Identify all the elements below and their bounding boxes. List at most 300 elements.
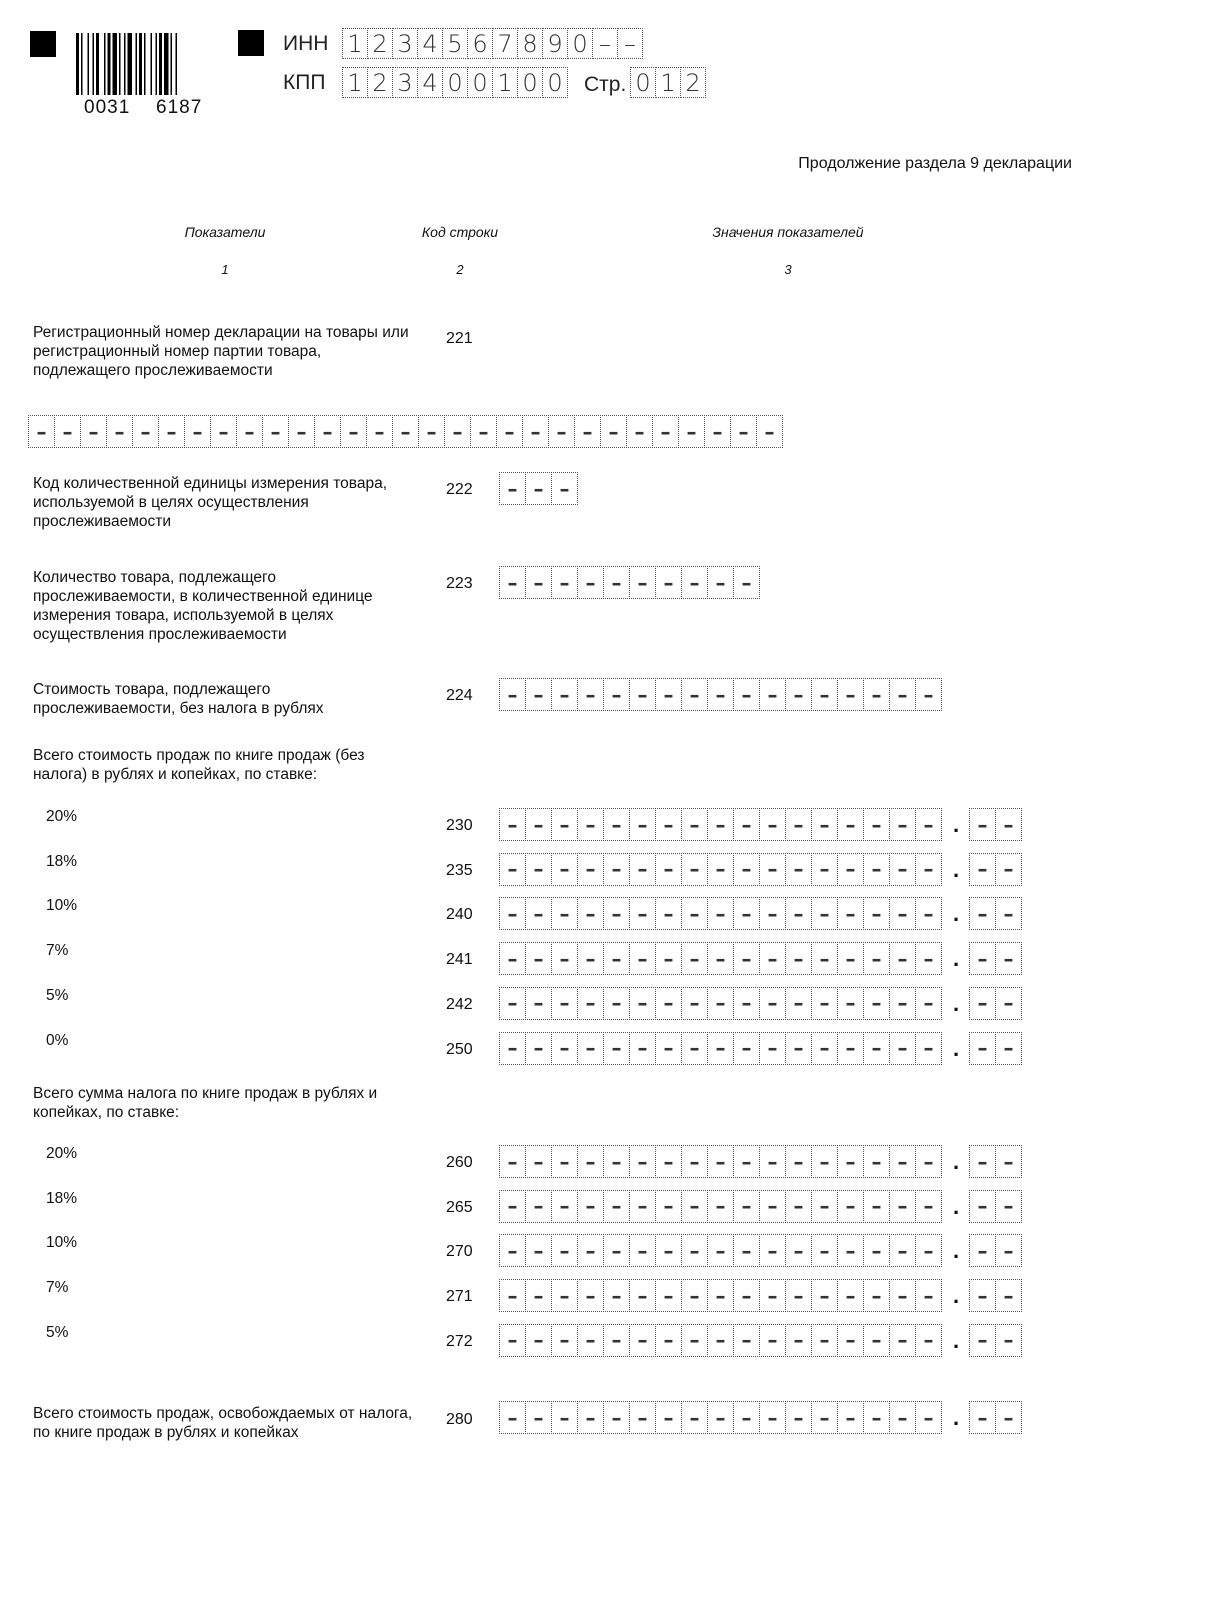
- tax-kopecks-input[interactable]: [969, 1145, 1022, 1178]
- tax-rubles-cell[interactable]: –: [863, 1190, 890, 1223]
- sales-rubles-cell[interactable]: –: [733, 808, 760, 841]
- row-223-cell[interactable]: –: [681, 566, 708, 599]
- tax-rubles-cell[interactable]: –: [759, 1145, 786, 1178]
- tax-rubles-cell[interactable]: –: [551, 1234, 578, 1267]
- tax-rubles-cell[interactable]: –: [889, 1145, 916, 1178]
- tax-rubles-cell[interactable]: –: [915, 1190, 942, 1223]
- row-280-kopecks-cell[interactable]: –: [969, 1401, 996, 1434]
- sales-rubles-cell[interactable]: –: [499, 808, 526, 841]
- row-221-cell[interactable]: –: [678, 415, 705, 448]
- sales-rubles-cell[interactable]: –: [655, 808, 682, 841]
- tax-kopecks-cell[interactable]: –: [969, 1190, 996, 1223]
- sales-rubles-cell[interactable]: –: [525, 808, 552, 841]
- sales-kopecks-input[interactable]: [969, 808, 1022, 841]
- row-223-cell[interactable]: –: [629, 566, 656, 599]
- tax-rubles-cell[interactable]: –: [733, 1145, 760, 1178]
- row-224-cell[interactable]: –: [525, 678, 552, 711]
- sales-rubles-cell[interactable]: –: [525, 897, 552, 930]
- tax-rubles-cell[interactable]: –: [655, 1145, 682, 1178]
- tax-rubles-cell[interactable]: –: [577, 1190, 604, 1223]
- tax-rubles-cell[interactable]: –: [863, 1234, 890, 1267]
- sales-kopecks-cell[interactable]: –: [969, 853, 996, 886]
- tax-rubles-cell[interactable]: –: [889, 1234, 916, 1267]
- inn-cell[interactable]: 9: [542, 28, 568, 59]
- sales-rubles-cell[interactable]: –: [707, 987, 734, 1020]
- sales-rubles-cell[interactable]: –: [681, 897, 708, 930]
- row-221-cell[interactable]: –: [132, 415, 159, 448]
- tax-rubles-cell[interactable]: –: [837, 1234, 864, 1267]
- row-222-input[interactable]: [499, 472, 578, 505]
- page-number-cell[interactable]: 0: [630, 67, 656, 98]
- inn-cell[interactable]: 8: [517, 28, 543, 59]
- sales-rubles-cell[interactable]: –: [525, 853, 552, 886]
- sales-kopecks-cell[interactable]: –: [969, 897, 996, 930]
- tax-kopecks-cell[interactable]: –: [995, 1324, 1022, 1357]
- row-224-cell[interactable]: –: [629, 678, 656, 711]
- row-221-cell[interactable]: –: [522, 415, 549, 448]
- sales-rubles-cell[interactable]: –: [733, 897, 760, 930]
- sales-rubles-cell[interactable]: –: [863, 1032, 890, 1065]
- tax-rubles-cell[interactable]: –: [759, 1279, 786, 1312]
- sales-rubles-cell[interactable]: –: [681, 853, 708, 886]
- row-224-cell[interactable]: –: [551, 678, 578, 711]
- row-221-cell[interactable]: –: [366, 415, 393, 448]
- tax-rubles-cell[interactable]: –: [551, 1324, 578, 1357]
- tax-rubles-cell[interactable]: –: [733, 1234, 760, 1267]
- sales-rubles-cell[interactable]: –: [629, 1032, 656, 1065]
- tax-kopecks-cell[interactable]: –: [995, 1145, 1022, 1178]
- tax-rubles-cell[interactable]: –: [811, 1145, 838, 1178]
- page-number-cell[interactable]: 2: [680, 67, 706, 98]
- sales-kopecks-cell[interactable]: –: [995, 897, 1022, 930]
- row-224-cell[interactable]: –: [499, 678, 526, 711]
- tax-rubles-cell[interactable]: –: [525, 1324, 552, 1357]
- sales-rubles-cell[interactable]: –: [889, 942, 916, 975]
- tax-rubles-input[interactable]: [499, 1324, 942, 1357]
- sales-rubles-cell[interactable]: –: [915, 897, 942, 930]
- tax-rubles-cell[interactable]: –: [785, 1324, 812, 1357]
- tax-rubles-cell[interactable]: –: [837, 1145, 864, 1178]
- row-224-cell[interactable]: –: [889, 678, 916, 711]
- inn-cell[interactable]: 2: [367, 28, 393, 59]
- sales-rubles-cell[interactable]: –: [863, 897, 890, 930]
- tax-rubles-cell[interactable]: –: [863, 1279, 890, 1312]
- sales-rubles-cell[interactable]: –: [499, 853, 526, 886]
- row-222-cell[interactable]: –: [551, 472, 578, 505]
- tax-rubles-cell[interactable]: –: [603, 1190, 630, 1223]
- tax-rubles-cell[interactable]: –: [655, 1279, 682, 1312]
- sales-rubles-cell[interactable]: –: [863, 942, 890, 975]
- tax-rubles-cell[interactable]: –: [707, 1279, 734, 1312]
- sales-rubles-cell[interactable]: –: [837, 897, 864, 930]
- row-221-cell[interactable]: –: [54, 415, 81, 448]
- tax-rubles-cell[interactable]: –: [499, 1234, 526, 1267]
- sales-rubles-cell[interactable]: –: [733, 942, 760, 975]
- row-221-cell[interactable]: –: [652, 415, 679, 448]
- sales-rubles-cell[interactable]: –: [603, 987, 630, 1020]
- sales-rubles-cell[interactable]: –: [759, 1032, 786, 1065]
- sales-rubles-cell[interactable]: –: [577, 942, 604, 975]
- tax-rubles-cell[interactable]: –: [681, 1145, 708, 1178]
- sales-rubles-cell[interactable]: –: [577, 808, 604, 841]
- tax-rubles-cell[interactable]: –: [603, 1279, 630, 1312]
- sales-rubles-cell[interactable]: –: [889, 808, 916, 841]
- row-221-cell[interactable]: –: [106, 415, 133, 448]
- sales-rubles-cell[interactable]: –: [785, 987, 812, 1020]
- row-280-kopecks-cell[interactable]: –: [995, 1401, 1022, 1434]
- sales-rubles-cell[interactable]: –: [785, 1032, 812, 1065]
- tax-rubles-cell[interactable]: –: [759, 1234, 786, 1267]
- sales-rubles-cell[interactable]: –: [811, 808, 838, 841]
- tax-rubles-cell[interactable]: –: [551, 1145, 578, 1178]
- sales-rubles-cell[interactable]: –: [655, 853, 682, 886]
- sales-rubles-input[interactable]: [499, 897, 942, 930]
- row-223-cell[interactable]: –: [499, 566, 526, 599]
- tax-rubles-input[interactable]: [499, 1145, 942, 1178]
- row-224-cell[interactable]: –: [603, 678, 630, 711]
- tax-kopecks-input[interactable]: [969, 1324, 1022, 1357]
- tax-rubles-cell[interactable]: –: [681, 1190, 708, 1223]
- sales-rubles-cell[interactable]: –: [603, 808, 630, 841]
- row-280-rubles-cell[interactable]: –: [681, 1401, 708, 1434]
- row-280-rubles-cell[interactable]: –: [603, 1401, 630, 1434]
- row-221-cell[interactable]: –: [80, 415, 107, 448]
- tax-rubles-cell[interactable]: –: [889, 1190, 916, 1223]
- row-280-rubles-cell[interactable]: –: [629, 1401, 656, 1434]
- tax-rubles-cell[interactable]: –: [681, 1234, 708, 1267]
- tax-rubles-cell[interactable]: –: [733, 1324, 760, 1357]
- sales-rubles-cell[interactable]: –: [889, 853, 916, 886]
- sales-rubles-input[interactable]: [499, 942, 942, 975]
- sales-rubles-cell[interactable]: –: [603, 853, 630, 886]
- row-224-cell[interactable]: –: [785, 678, 812, 711]
- row-280-rubles-cell[interactable]: –: [785, 1401, 812, 1434]
- tax-rubles-cell[interactable]: –: [603, 1145, 630, 1178]
- row-223-cell[interactable]: –: [707, 566, 734, 599]
- tax-rubles-cell[interactable]: –: [577, 1145, 604, 1178]
- tax-kopecks-input[interactable]: [969, 1279, 1022, 1312]
- sales-rubles-cell[interactable]: –: [551, 808, 578, 841]
- inn-cell[interactable]: 3: [392, 28, 418, 59]
- row-224-input[interactable]: [499, 678, 942, 711]
- sales-rubles-cell[interactable]: –: [629, 808, 656, 841]
- tax-rubles-cell[interactable]: –: [655, 1234, 682, 1267]
- row-224-cell[interactable]: –: [577, 678, 604, 711]
- row-222-cell[interactable]: –: [525, 472, 552, 505]
- tax-rubles-cell[interactable]: –: [551, 1190, 578, 1223]
- sales-rubles-cell[interactable]: –: [681, 987, 708, 1020]
- sales-rubles-cell[interactable]: –: [577, 1032, 604, 1065]
- sales-kopecks-cell[interactable]: –: [969, 987, 996, 1020]
- sales-kopecks-input[interactable]: [969, 853, 1022, 886]
- sales-kopecks-cell[interactable]: –: [995, 942, 1022, 975]
- tax-rubles-cell[interactable]: –: [681, 1279, 708, 1312]
- tax-rubles-cell[interactable]: –: [629, 1324, 656, 1357]
- row-221-cell[interactable]: –: [756, 415, 783, 448]
- kpp-cell[interactable]: 0: [542, 67, 568, 98]
- row-224-cell[interactable]: –: [655, 678, 682, 711]
- tax-rubles-cell[interactable]: –: [863, 1324, 890, 1357]
- tax-rubles-cell[interactable]: –: [629, 1190, 656, 1223]
- sales-rubles-cell[interactable]: –: [707, 853, 734, 886]
- row-224-cell[interactable]: –: [811, 678, 838, 711]
- tax-rubles-cell[interactable]: –: [525, 1190, 552, 1223]
- tax-rubles-cell[interactable]: –: [811, 1190, 838, 1223]
- tax-rubles-cell[interactable]: –: [707, 1190, 734, 1223]
- tax-kopecks-cell[interactable]: –: [995, 1190, 1022, 1223]
- tax-rubles-cell[interactable]: –: [837, 1190, 864, 1223]
- tax-rubles-cell[interactable]: –: [629, 1145, 656, 1178]
- sales-rubles-cell[interactable]: –: [551, 897, 578, 930]
- inn-cell[interactable]: 5: [442, 28, 468, 59]
- row-224-cell[interactable]: –: [863, 678, 890, 711]
- tax-rubles-input[interactable]: [499, 1190, 942, 1223]
- tax-rubles-cell[interactable]: –: [915, 1324, 942, 1357]
- row-280-rubles-input[interactable]: [499, 1401, 942, 1434]
- sales-rubles-cell[interactable]: –: [629, 942, 656, 975]
- row-221-cell[interactable]: –: [392, 415, 419, 448]
- tax-rubles-cell[interactable]: –: [499, 1145, 526, 1178]
- tax-rubles-cell[interactable]: –: [655, 1324, 682, 1357]
- sales-rubles-cell[interactable]: –: [915, 1032, 942, 1065]
- kpp-cell[interactable]: 1: [342, 67, 368, 98]
- row-280-rubles-cell[interactable]: –: [863, 1401, 890, 1434]
- sales-rubles-cell[interactable]: –: [551, 853, 578, 886]
- tax-rubles-cell[interactable]: –: [811, 1324, 838, 1357]
- tax-rubles-cell[interactable]: –: [915, 1279, 942, 1312]
- sales-rubles-input[interactable]: [499, 1032, 942, 1065]
- row-221-cell[interactable]: –: [236, 415, 263, 448]
- sales-rubles-cell[interactable]: –: [577, 987, 604, 1020]
- tax-kopecks-cell[interactable]: –: [969, 1234, 996, 1267]
- tax-kopecks-cell[interactable]: –: [969, 1145, 996, 1178]
- row-221-cell[interactable]: –: [626, 415, 653, 448]
- tax-rubles-cell[interactable]: –: [499, 1324, 526, 1357]
- sales-rubles-cell[interactable]: –: [837, 942, 864, 975]
- row-223-cell[interactable]: –: [603, 566, 630, 599]
- tax-rubles-cell[interactable]: –: [707, 1234, 734, 1267]
- tax-rubles-cell[interactable]: –: [681, 1324, 708, 1357]
- sales-rubles-cell[interactable]: –: [863, 808, 890, 841]
- tax-rubles-cell[interactable]: –: [629, 1234, 656, 1267]
- tax-rubles-cell[interactable]: –: [655, 1190, 682, 1223]
- row-280-rubles-cell[interactable]: –: [525, 1401, 552, 1434]
- tax-rubles-cell[interactable]: –: [889, 1279, 916, 1312]
- kpp-cell[interactable]: 4: [417, 67, 443, 98]
- row-221-cell[interactable]: –: [28, 415, 55, 448]
- sales-rubles-cell[interactable]: –: [837, 1032, 864, 1065]
- tax-rubles-cell[interactable]: –: [525, 1145, 552, 1178]
- sales-rubles-cell[interactable]: –: [655, 897, 682, 930]
- row-280-rubles-cell[interactable]: –: [889, 1401, 916, 1434]
- inn-cell[interactable]: –: [617, 28, 643, 59]
- row-224-cell[interactable]: –: [733, 678, 760, 711]
- sales-rubles-cell[interactable]: –: [759, 808, 786, 841]
- sales-rubles-cell[interactable]: –: [759, 853, 786, 886]
- row-280-rubles-cell[interactable]: –: [551, 1401, 578, 1434]
- sales-rubles-cell[interactable]: –: [681, 1032, 708, 1065]
- tax-rubles-cell[interactable]: –: [915, 1145, 942, 1178]
- tax-kopecks-cell[interactable]: –: [995, 1279, 1022, 1312]
- sales-kopecks-cell[interactable]: –: [969, 1032, 996, 1065]
- row-280-kopecks-input[interactable]: [969, 1401, 1022, 1434]
- kpp-cell[interactable]: 0: [517, 67, 543, 98]
- row-223-cell[interactable]: –: [577, 566, 604, 599]
- kpp-cell[interactable]: 0: [442, 67, 468, 98]
- tax-rubles-cell[interactable]: –: [733, 1279, 760, 1312]
- row-221-cell[interactable]: –: [730, 415, 757, 448]
- tax-rubles-cell[interactable]: –: [733, 1190, 760, 1223]
- sales-rubles-cell[interactable]: –: [655, 1032, 682, 1065]
- row-224-cell[interactable]: –: [837, 678, 864, 711]
- sales-kopecks-input[interactable]: [969, 1032, 1022, 1065]
- tax-rubles-cell[interactable]: –: [499, 1279, 526, 1312]
- tax-rubles-cell[interactable]: –: [707, 1324, 734, 1357]
- sales-kopecks-cell[interactable]: –: [995, 808, 1022, 841]
- tax-rubles-cell[interactable]: –: [525, 1279, 552, 1312]
- sales-kopecks-input[interactable]: [969, 942, 1022, 975]
- tax-rubles-cell[interactable]: –: [785, 1145, 812, 1178]
- row-223-input[interactable]: [499, 566, 760, 599]
- sales-rubles-cell[interactable]: –: [603, 942, 630, 975]
- sales-kopecks-cell[interactable]: –: [995, 987, 1022, 1020]
- sales-rubles-cell[interactable]: –: [603, 1032, 630, 1065]
- tax-rubles-cell[interactable]: –: [577, 1234, 604, 1267]
- row-224-cell[interactable]: –: [915, 678, 942, 711]
- row-221-cell[interactable]: –: [184, 415, 211, 448]
- tax-rubles-cell[interactable]: –: [811, 1279, 838, 1312]
- row-221-cell[interactable]: –: [704, 415, 731, 448]
- sales-kopecks-cell[interactable]: –: [969, 942, 996, 975]
- sales-rubles-cell[interactable]: –: [759, 942, 786, 975]
- row-221-cell[interactable]: –: [470, 415, 497, 448]
- inn-cell[interactable]: 6: [467, 28, 493, 59]
- sales-rubles-cell[interactable]: –: [629, 897, 656, 930]
- row-223-cell[interactable]: –: [655, 566, 682, 599]
- tax-kopecks-cell[interactable]: –: [995, 1234, 1022, 1267]
- tax-rubles-cell[interactable]: –: [499, 1190, 526, 1223]
- row-280-rubles-cell[interactable]: –: [499, 1401, 526, 1434]
- sales-rubles-cell[interactable]: –: [759, 987, 786, 1020]
- sales-rubles-cell[interactable]: –: [889, 987, 916, 1020]
- tax-rubles-input[interactable]: [499, 1279, 942, 1312]
- tax-rubles-cell[interactable]: –: [785, 1279, 812, 1312]
- tax-rubles-cell[interactable]: –: [837, 1324, 864, 1357]
- inn-cell[interactable]: 0: [567, 28, 593, 59]
- sales-rubles-input[interactable]: [499, 808, 942, 841]
- sales-rubles-cell[interactable]: –: [785, 897, 812, 930]
- tax-kopecks-input[interactable]: [969, 1234, 1022, 1267]
- sales-rubles-cell[interactable]: –: [707, 808, 734, 841]
- sales-rubles-cell[interactable]: –: [915, 987, 942, 1020]
- tax-rubles-cell[interactable]: –: [889, 1324, 916, 1357]
- tax-rubles-cell[interactable]: –: [759, 1324, 786, 1357]
- sales-rubles-cell[interactable]: –: [577, 897, 604, 930]
- row-221-cell[interactable]: –: [210, 415, 237, 448]
- sales-rubles-cell[interactable]: –: [863, 987, 890, 1020]
- row-280-rubles-cell[interactable]: –: [655, 1401, 682, 1434]
- row-280-rubles-cell[interactable]: –: [733, 1401, 760, 1434]
- sales-rubles-cell[interactable]: –: [499, 897, 526, 930]
- row-280-rubles-cell[interactable]: –: [811, 1401, 838, 1434]
- sales-rubles-cell[interactable]: –: [499, 942, 526, 975]
- tax-rubles-cell[interactable]: –: [837, 1279, 864, 1312]
- tax-kopecks-cell[interactable]: –: [969, 1279, 996, 1312]
- sales-rubles-cell[interactable]: –: [733, 987, 760, 1020]
- tax-rubles-cell[interactable]: –: [759, 1190, 786, 1223]
- sales-rubles-cell[interactable]: –: [551, 1032, 578, 1065]
- page-number-cell[interactable]: 1: [655, 67, 681, 98]
- sales-rubles-cell[interactable]: –: [811, 987, 838, 1020]
- row-280-rubles-cell[interactable]: –: [915, 1401, 942, 1434]
- tax-rubles-cell[interactable]: –: [603, 1324, 630, 1357]
- row-221-cell[interactable]: –: [418, 415, 445, 448]
- sales-rubles-cell[interactable]: –: [837, 987, 864, 1020]
- row-221-cell[interactable]: –: [548, 415, 575, 448]
- sales-rubles-cell[interactable]: –: [785, 853, 812, 886]
- kpp-field[interactable]: [342, 67, 568, 98]
- sales-rubles-cell[interactable]: –: [629, 853, 656, 886]
- sales-rubles-cell[interactable]: –: [707, 897, 734, 930]
- sales-rubles-cell[interactable]: –: [811, 897, 838, 930]
- sales-rubles-cell[interactable]: –: [577, 853, 604, 886]
- sales-rubles-input[interactable]: [499, 987, 942, 1020]
- sales-rubles-cell[interactable]: –: [681, 808, 708, 841]
- sales-rubles-cell[interactable]: –: [785, 942, 812, 975]
- sales-rubles-cell[interactable]: –: [811, 942, 838, 975]
- tax-rubles-cell[interactable]: –: [915, 1234, 942, 1267]
- sales-rubles-cell[interactable]: –: [863, 853, 890, 886]
- sales-rubles-cell[interactable]: –: [707, 1032, 734, 1065]
- sales-rubles-cell[interactable]: –: [915, 942, 942, 975]
- sales-kopecks-cell[interactable]: –: [995, 1032, 1022, 1065]
- inn-cell[interactable]: 7: [492, 28, 518, 59]
- row-280-rubles-cell[interactable]: –: [577, 1401, 604, 1434]
- row-221-cell[interactable]: –: [288, 415, 315, 448]
- row-223-cell[interactable]: –: [551, 566, 578, 599]
- sales-rubles-cell[interactable]: –: [707, 942, 734, 975]
- sales-rubles-cell[interactable]: –: [811, 1032, 838, 1065]
- sales-rubles-cell[interactable]: –: [785, 808, 812, 841]
- row-280-rubles-cell[interactable]: –: [837, 1401, 864, 1434]
- inn-cell[interactable]: –: [592, 28, 618, 59]
- tax-rubles-cell[interactable]: –: [785, 1234, 812, 1267]
- page-number-field[interactable]: [630, 67, 706, 98]
- tax-kopecks-input[interactable]: [969, 1190, 1022, 1223]
- sales-rubles-cell[interactable]: –: [603, 897, 630, 930]
- inn-field[interactable]: [342, 28, 643, 59]
- sales-rubles-input[interactable]: [499, 853, 942, 886]
- tax-rubles-cell[interactable]: –: [629, 1279, 656, 1312]
- row-221-cell[interactable]: –: [600, 415, 627, 448]
- tax-rubles-input[interactable]: [499, 1234, 942, 1267]
- sales-rubles-cell[interactable]: –: [525, 942, 552, 975]
- sales-rubles-cell[interactable]: –: [837, 853, 864, 886]
- tax-rubles-cell[interactable]: –: [603, 1234, 630, 1267]
- sales-rubles-cell[interactable]: –: [759, 897, 786, 930]
- sales-rubles-cell[interactable]: –: [811, 853, 838, 886]
- sales-rubles-cell[interactable]: –: [499, 987, 526, 1020]
- row-221-cell[interactable]: –: [340, 415, 367, 448]
- sales-kopecks-input[interactable]: [969, 897, 1022, 930]
- tax-rubles-cell[interactable]: –: [525, 1234, 552, 1267]
- sales-rubles-cell[interactable]: –: [915, 853, 942, 886]
- sales-rubles-cell[interactable]: –: [655, 987, 682, 1020]
- row-221-cell[interactable]: –: [158, 415, 185, 448]
- sales-rubles-cell[interactable]: –: [915, 808, 942, 841]
- row-280-rubles-cell[interactable]: –: [707, 1401, 734, 1434]
- tax-rubles-cell[interactable]: –: [577, 1324, 604, 1357]
